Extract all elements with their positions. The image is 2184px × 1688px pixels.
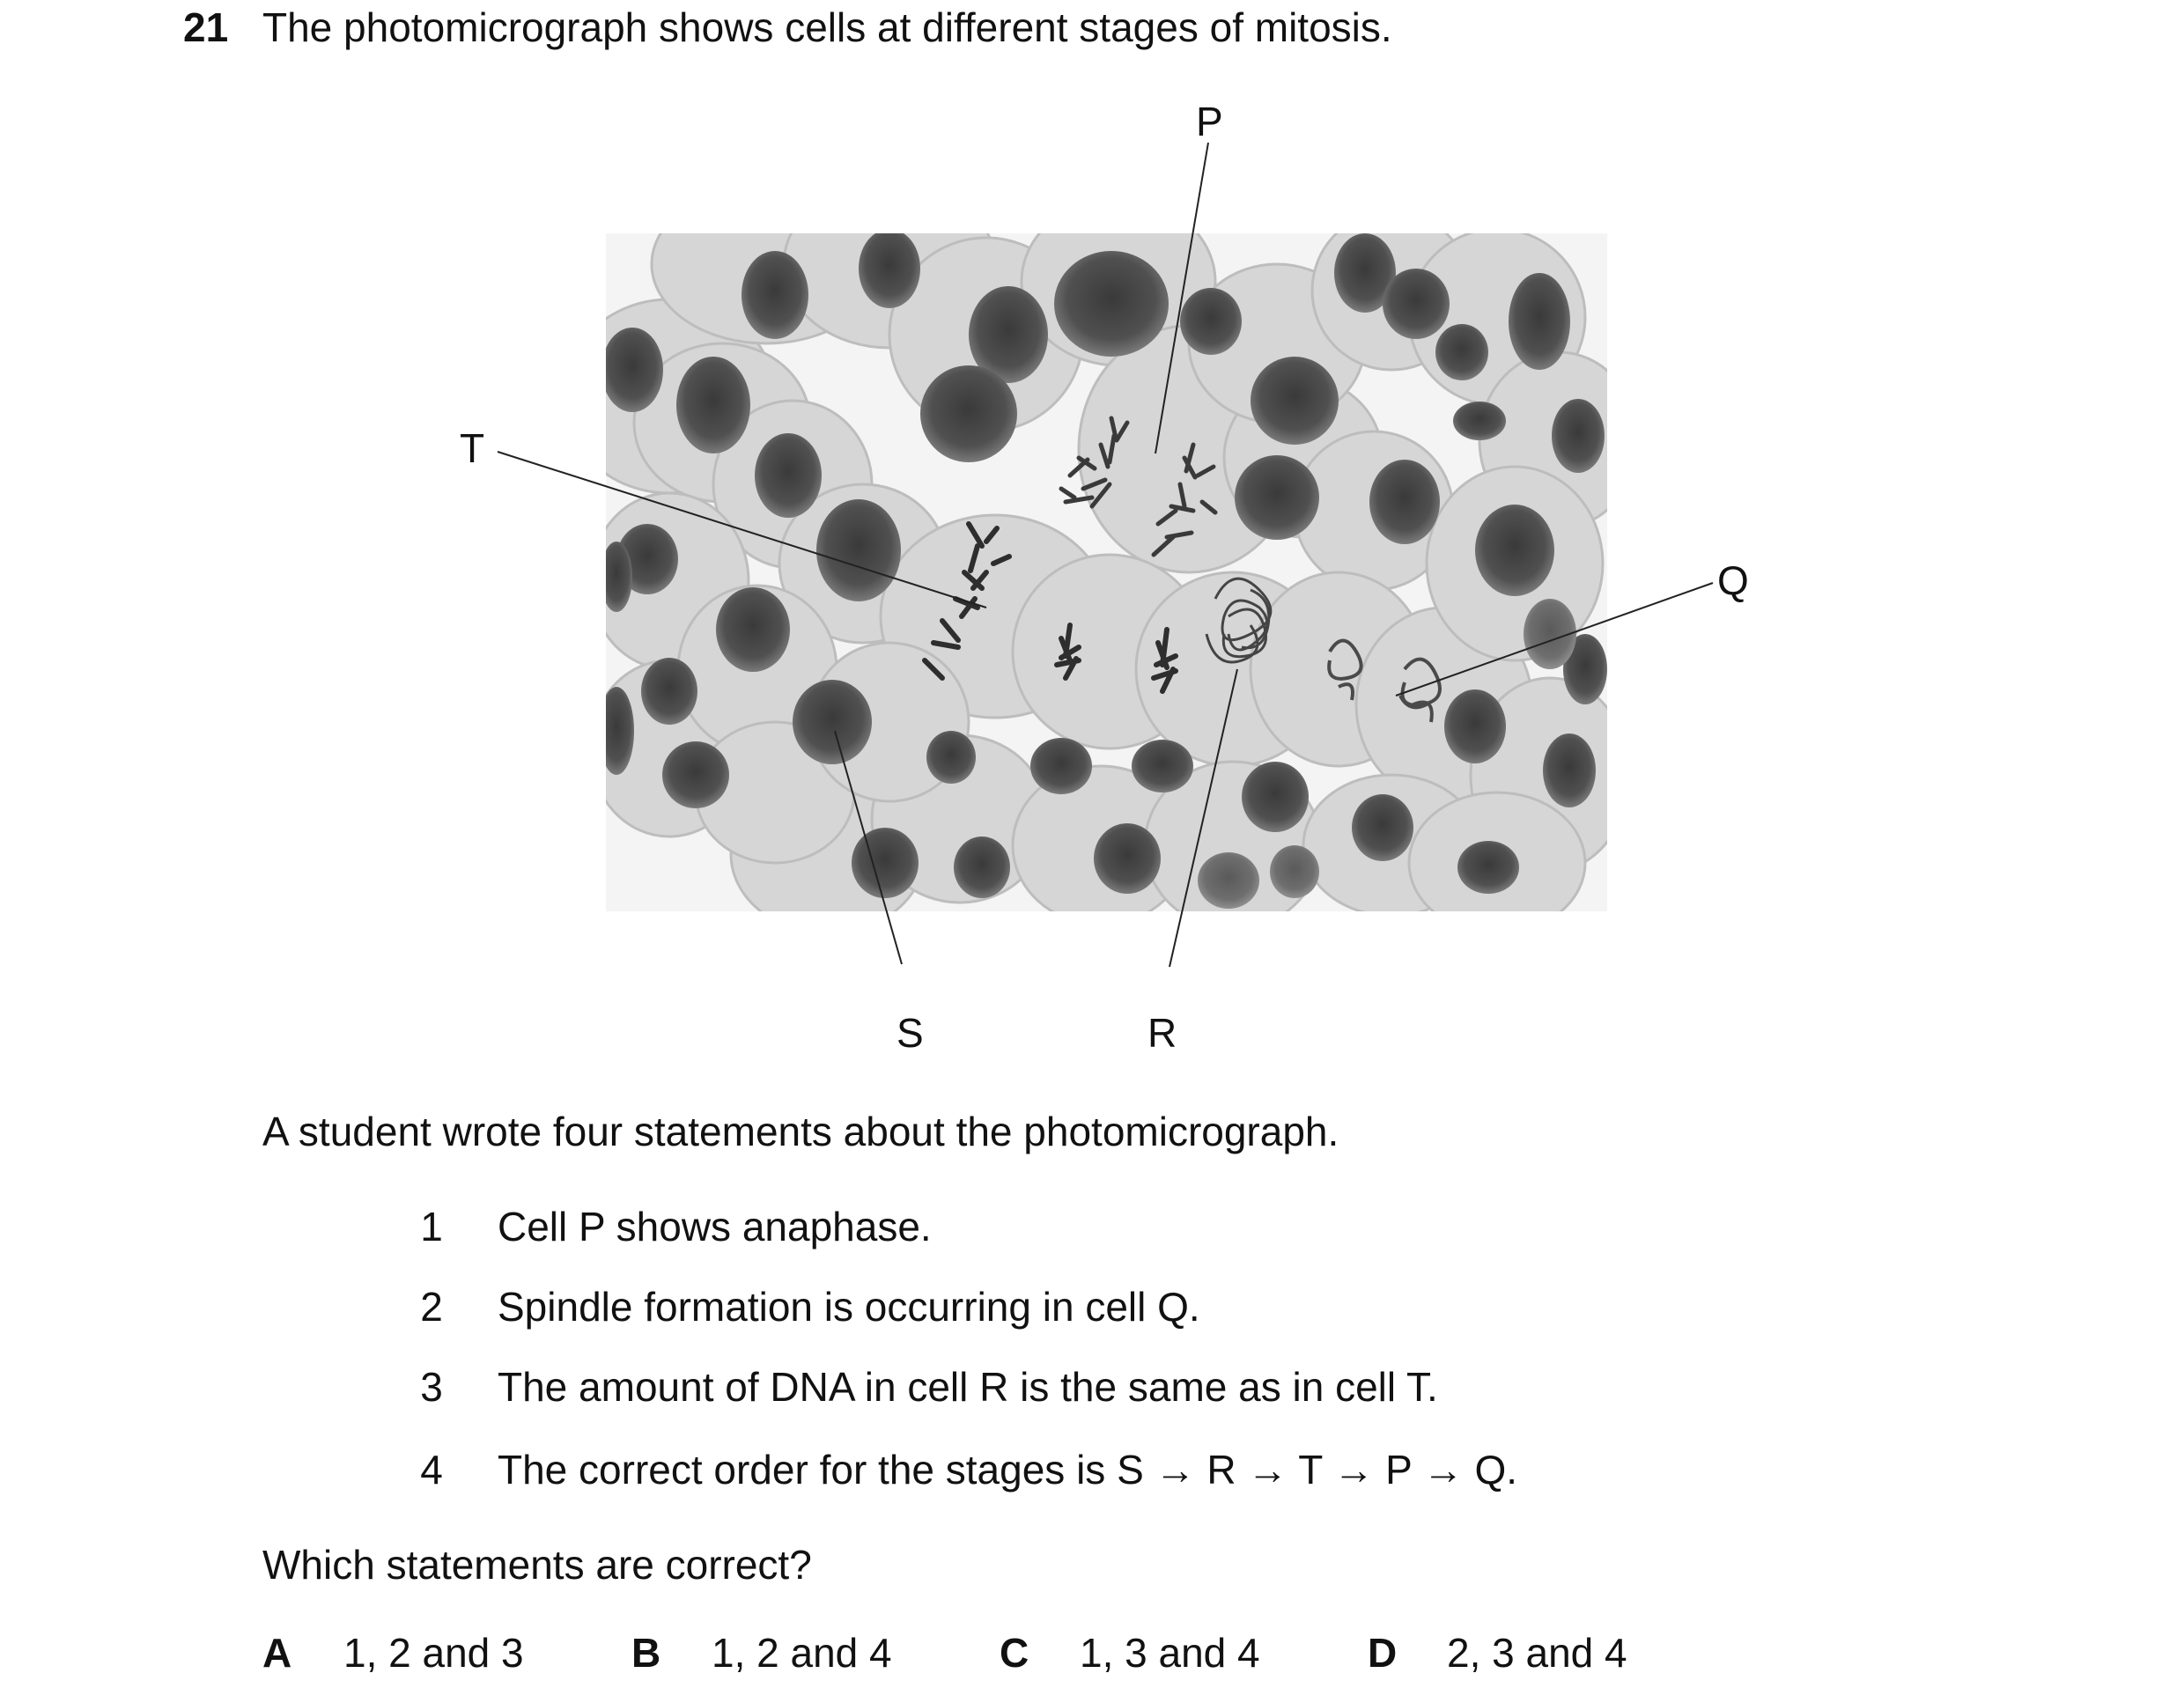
- option-c-letter[interactable]: C: [1000, 1630, 1029, 1676]
- statement-number: 2: [420, 1284, 443, 1330]
- label-r: R: [1147, 1010, 1177, 1056]
- question-prompt: Which statements are correct?: [262, 1542, 812, 1588]
- intro-text: A student wrote four statements about the photomicrograph.: [262, 1109, 1339, 1154]
- option-a-text[interactable]: 1, 2 and 3: [343, 1630, 524, 1676]
- statement-text: The correct order for the stages is S → R → T → P → Q.: [498, 1447, 1518, 1493]
- statement-number: 4: [420, 1447, 443, 1493]
- option-d-text[interactable]: 2, 3 and 4: [1447, 1630, 1627, 1676]
- question-number: 21: [183, 4, 229, 50]
- statement-number: 1: [420, 1204, 443, 1249]
- option-d-letter[interactable]: D: [1368, 1630, 1398, 1676]
- option-a-letter[interactable]: A: [262, 1630, 292, 1676]
- statement-text: Spindle formation is occurring in cell Q.: [498, 1284, 1200, 1330]
- label-q: Q: [1717, 557, 1749, 603]
- option-b-letter[interactable]: B: [631, 1630, 661, 1676]
- statement-number: 3: [420, 1364, 443, 1410]
- statement-text: The amount of DNA in cell R is the same as in cell T.: [498, 1364, 1438, 1410]
- option-c-text[interactable]: 1, 3 and 4: [1080, 1630, 1260, 1676]
- cell-field: [564, 181, 1638, 933]
- statement-text: Cell P shows anaphase.: [498, 1204, 932, 1249]
- question-stem: The photomicrograph shows cells at different stages of mitosis.: [262, 4, 1392, 50]
- label-t: T: [460, 425, 485, 471]
- option-b-text[interactable]: 1, 2 and 4: [712, 1630, 892, 1676]
- label-s: S: [896, 1010, 924, 1056]
- label-p: P: [1196, 99, 1223, 144]
